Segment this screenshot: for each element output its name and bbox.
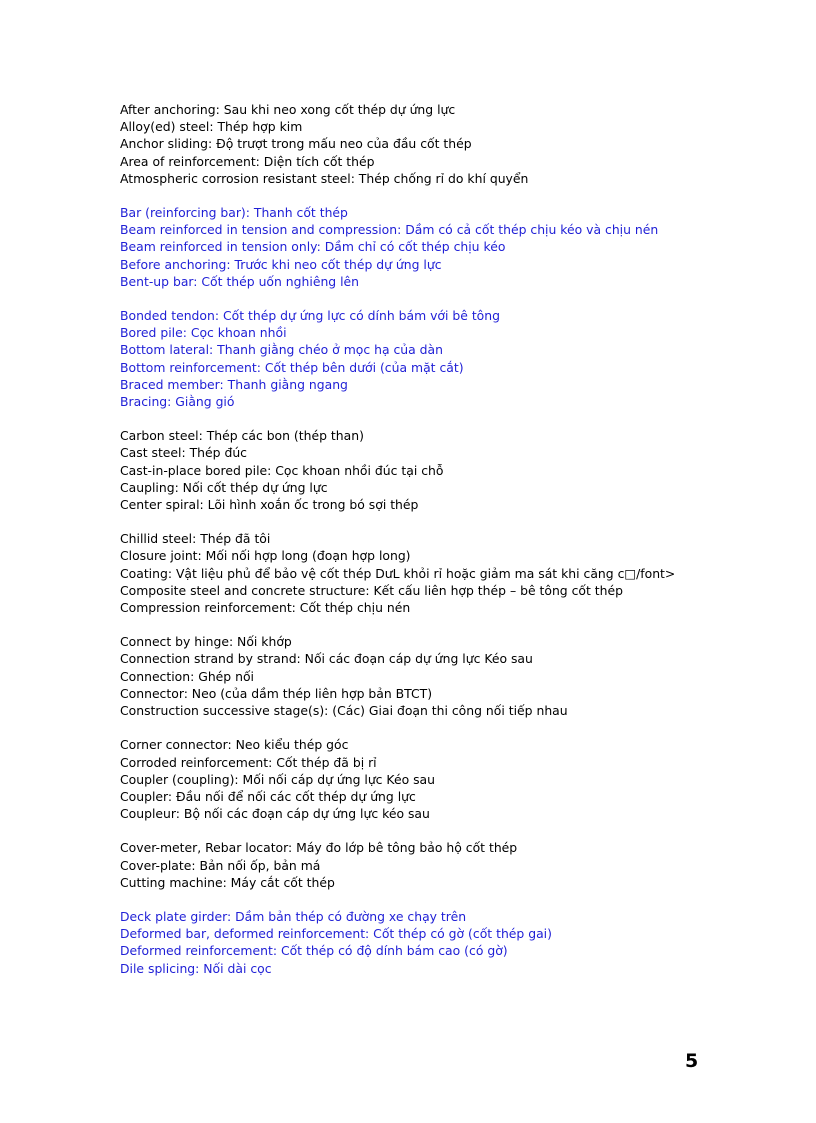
glossary-entry: Chillid steel: Thép đã tôi xyxy=(120,531,271,547)
glossary-entry: Connect by hinge: Nối khớp xyxy=(120,634,292,650)
glossary-entry: Closure joint: Mối nối hợp long (đoạn hợp long) xyxy=(120,548,411,564)
glossary-entry: Caupling: Nối cốt thép dự ứng lực xyxy=(120,479,328,495)
glossary-entry: Before anchoring: Trước khi neo cốt thép dự ứng lực xyxy=(120,256,442,272)
glossary-group-3 xyxy=(120,307,700,410)
glossary-entry: Connection strand by strand: Nối các đoạn cáp dự ứng lực Kéo sau xyxy=(120,651,533,667)
glossary-group-8 xyxy=(120,839,700,891)
glossary-entry: Anchor sliding: Độ trượt trong mấu neo của đầu cốt thép xyxy=(120,136,472,152)
glossary-entry: Beam reinforced in tension only: Dầm chỉ có cốt thép chịu kéo xyxy=(120,239,506,255)
glossary-group-7 xyxy=(120,736,700,822)
glossary-entry: Coupleur: Bộ nối các đoạn cáp dự ứng lực kéo sau xyxy=(120,806,430,822)
glossary-entry: Cutting machine: Máy cắt cốt thép xyxy=(120,874,335,890)
glossary-entry: Cover-plate: Bản nối ốp, bản má xyxy=(120,857,321,873)
glossary-entry: Cover-meter, Rebar locator: Máy đo lớp bê tông bảo hộ cốt thép xyxy=(120,840,518,856)
glossary-entry: Bent-up bar: Cốt thép uốn nghiêng lên xyxy=(120,273,360,289)
glossary-entry: Dile splicing: Nối dài cọc xyxy=(120,960,272,976)
glossary-entry: Cast steel: Thép đúc xyxy=(120,445,247,461)
glossary-group-2 xyxy=(120,204,700,290)
glossary-entry: Corroded reinforcement: Cốt thép đã bị rỉ xyxy=(120,754,377,770)
glossary-entry: Area of reinforcement: Diện tích cốt thép xyxy=(120,153,375,169)
glossary-group-9 xyxy=(120,908,700,977)
glossary-entry: Carbon steel: Thép các bon (thép than) xyxy=(120,428,364,444)
glossary-entry: Connector: Neo (của dầm thép liên hợp bản BTCT) xyxy=(120,685,433,701)
glossary-entry: Bored pile: Cọc khoan nhồi xyxy=(120,325,287,341)
page-number: 5 xyxy=(685,1050,699,1072)
glossary-group-5 xyxy=(120,530,700,616)
glossary-entry: Beam reinforced in tension and compression: Dầm có cả cốt thép chịu kéo và chịu nén xyxy=(120,222,659,238)
glossary-entry: Bottom reinforcement: Cốt thép bên dưới (của mặt cắt) xyxy=(120,359,464,375)
glossary-group-6 xyxy=(120,633,700,719)
glossary-entry: Braced member: Thanh giằng ngang xyxy=(120,376,348,392)
glossary-entry: Deformed bar, deformed reinforcement: Cốt thép có gờ (cốt thép gai) xyxy=(120,926,552,942)
glossary-entry: Bottom lateral: Thanh giằng chéo ở mọc hạ của dàn xyxy=(120,342,443,358)
glossary-entry: After anchoring: Sau khi neo xong cốt thép dự ứng lực xyxy=(120,102,456,117)
glossary-entry: Connection: Ghép nối xyxy=(120,668,254,684)
glossary-entry: Bar (reinforcing bar): Thanh cốt thép xyxy=(120,205,348,221)
glossary-group-4 xyxy=(120,427,700,513)
glossary-entry: Deck plate girder: Dầm bản thép có đường xe chạy trên xyxy=(120,908,467,924)
glossary-entry: Deformed reinforcement: Cốt thép có độ dính bám cao (có gờ) xyxy=(120,943,508,959)
glossary-entry: Corner connector: Neo kiểu thép góc xyxy=(120,737,349,753)
glossary-entry: Atmospheric corrosion resistant steel: Thép chống rỉ do khí quyển xyxy=(120,170,529,186)
glossary-entry: Alloy(ed) steel: Thép hợp kim xyxy=(120,119,303,135)
glossary-entry: Bracing: Giằng gió xyxy=(120,394,235,410)
glossary-entry: Coupler (coupling): Mối nối cáp dự ứng lực Kéo sau xyxy=(120,771,435,787)
glossary-entry: Cast-in-place bored pile: Cọc khoan nhồi đúc tại chỗ xyxy=(120,462,444,478)
glossary-group-1 xyxy=(120,101,700,187)
glossary-entry: Coating: Vật liệu phủ để bảo vệ cốt thép DưL khỏi rỉ hoặc giảm ma sát khi căng c□/font> xyxy=(120,565,676,581)
glossary-entry: Bonded tendon: Cốt thép dự ứng lực có dính bám với bê tông xyxy=(120,308,500,324)
glossary-entry: Center spiral: Lõi hình xoắn ốc trong bó sợi thép xyxy=(120,497,419,513)
glossary-entry: Construction successive stage(s): (Các) Giai đoạn thi công nối tiếp nhau xyxy=(120,703,568,719)
glossary-entry: Compression reinforcement: Cốt thép chịu nén xyxy=(120,600,411,616)
glossary-entry: Composite steel and concrete structure: Kết cấu liên hợp thép – bê tông cốt thép xyxy=(120,582,623,598)
glossary-entry: Coupler: Đầu nối để nối các cốt thép dự ứng lực xyxy=(120,788,416,804)
glossary-content xyxy=(120,101,700,994)
